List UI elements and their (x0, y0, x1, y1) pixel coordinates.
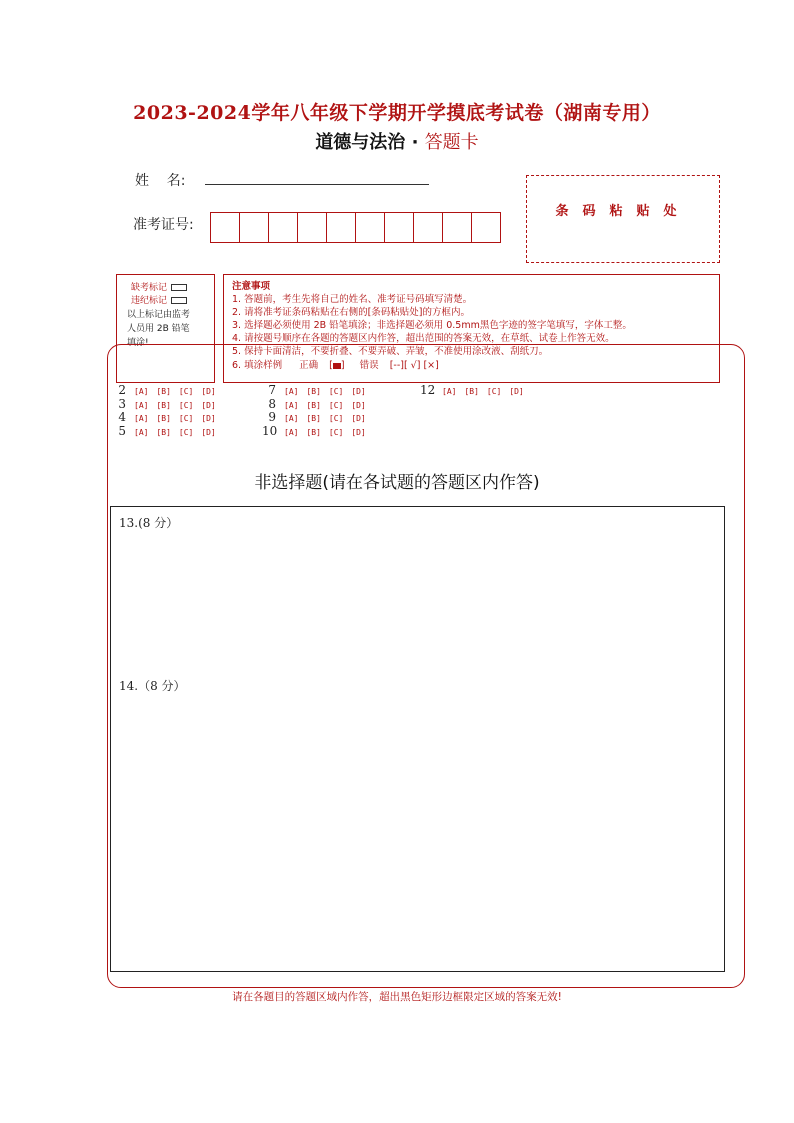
name-label: 姓 名: (135, 173, 186, 189)
wrong-label: 错误 (359, 360, 379, 371)
barcode-area (526, 175, 720, 263)
notice-item: 3. 选择题必须使用 2B 铅笔填涂；非选择题必须用 0.5mm黑色字迹的签字笔填写，字体工整。 (232, 320, 632, 331)
choice-option[interactable]: [C] (486, 387, 502, 396)
choice-option[interactable]: [A] (134, 400, 149, 410)
absent-mark-label: 缺考标记 (131, 283, 168, 293)
fill-sample-label: 6. 填涂样例 (232, 360, 283, 371)
exam-subtitle (0, 128, 794, 154)
choice-row (118, 397, 216, 411)
absent-mark (131, 281, 187, 295)
exam-id-digit-box[interactable] (356, 213, 385, 242)
marks-note-1: 以上标记由监考 (127, 310, 191, 320)
exam-id-digit-box[interactable] (385, 213, 414, 242)
choice-option[interactable]: [C] (328, 387, 344, 396)
choice-option[interactable]: [D] (509, 387, 524, 396)
violation-mark-label: 违纪标记 (131, 296, 168, 306)
notice-title: 注意事项 (232, 281, 271, 292)
choice-option[interactable]: [B] (464, 387, 479, 396)
notice-item: 1. 答题前，考生先将自己的姓名、准考证号码填写清楚。 (232, 294, 473, 305)
question-13-label: 13.(8 分） (119, 516, 179, 530)
choice-option[interactable]: [B] (156, 387, 171, 396)
choice-option[interactable]: [D] (351, 427, 366, 437)
choice-option[interactable]: [D] (201, 400, 216, 410)
choice-option[interactable]: [B] (156, 400, 171, 410)
question-number: 2 (118, 383, 126, 397)
choice-option[interactable]: [D] (351, 414, 366, 423)
exam-id-label: 准考证号: (133, 217, 194, 233)
question-number: 3 (118, 396, 126, 411)
exam-id-digit-box[interactable] (211, 213, 240, 242)
choice-option[interactable]: [B] (306, 427, 321, 437)
choice-option[interactable]: [A] (134, 414, 149, 423)
choice-option[interactable]: [C] (178, 427, 194, 437)
choice-row (262, 397, 366, 411)
absent-mark-box[interactable] (171, 284, 187, 291)
subtitle-separator: · (405, 132, 425, 153)
question-number: 10 (262, 423, 278, 438)
notice-item: 2. 请将准考证条码粘贴在右侧的[条码粘贴处]的方框内。 (232, 307, 470, 318)
section-title: 非选择题(请在各试题的答题区内作答) (254, 473, 540, 493)
choice-option[interactable]: [D] (351, 387, 366, 396)
correct-sample: [ ] (329, 360, 345, 371)
question-number: 5 (118, 423, 126, 438)
choice-row (262, 383, 366, 397)
answer-box[interactable] (110, 506, 725, 972)
choice-option[interactable]: [C] (178, 387, 194, 396)
choice-option[interactable]: [A] (284, 414, 299, 423)
choice-option[interactable]: [A] (284, 387, 299, 396)
choice-option[interactable]: [A] (284, 400, 299, 410)
footer-note: 请在各题目的答题区域内作答，超出黑色矩形边框限定区域的答案无效! (232, 991, 562, 1003)
choice-option[interactable]: [B] (306, 400, 321, 410)
question-number: 7 (268, 383, 276, 397)
exam-title: 2023-2024学年八年级下学期开学摸底考试卷（湖南专用） (133, 102, 661, 124)
question-number: 4 (118, 410, 126, 424)
violation-mark (131, 294, 187, 308)
exam-id-digit-box[interactable] (472, 213, 500, 242)
choice-option[interactable]: [D] (201, 387, 216, 396)
choice-option[interactable]: [C] (328, 400, 344, 410)
marks-note-3: 填涂! (127, 338, 149, 348)
violation-mark-box[interactable] (171, 297, 187, 304)
choice-row (262, 424, 366, 438)
choice-option[interactable]: [B] (156, 414, 171, 423)
choice-option[interactable]: [C] (178, 400, 194, 410)
wrong-samples: [--][ √] [×] (389, 360, 439, 371)
choice-option[interactable]: [D] (201, 427, 216, 437)
choice-row (420, 383, 524, 397)
barcode-label: 条码粘贴处 (555, 204, 691, 219)
marks-note-2: 人员用 2B 铅笔 (127, 324, 190, 334)
choice-option[interactable]: [A] (134, 387, 149, 396)
question-number: 8 (268, 396, 276, 411)
choice-option[interactable]: [B] (156, 427, 171, 437)
choice-option[interactable]: [C] (328, 414, 344, 423)
choice-option[interactable]: [D] (201, 414, 216, 423)
exam-id-boxes[interactable] (210, 212, 501, 243)
choice-option[interactable]: [C] (328, 427, 344, 437)
choice-option[interactable]: [C] (178, 414, 194, 423)
exam-id-digit-box[interactable] (443, 213, 472, 242)
exam-id-digit-box[interactable] (269, 213, 298, 242)
name-field[interactable] (205, 184, 429, 185)
choice-option[interactable]: [A] (284, 427, 299, 437)
choice-option[interactable]: [B] (306, 414, 321, 423)
choice-row (118, 410, 216, 424)
choice-option[interactable]: [B] (306, 387, 321, 396)
answer-card-label: 答题卡 (424, 132, 479, 153)
notice-item: 4. 请按题号顺序在各题的答题区内作答，超出范围的答案无效，在草纸、试卷上作答无效。 (232, 333, 615, 344)
exam-id-digit-box[interactable] (327, 213, 356, 242)
exam-id-digit-box[interactable] (414, 213, 443, 242)
choice-row (118, 424, 216, 438)
subject-name: 道德与法治 (315, 132, 406, 153)
choice-option[interactable]: [A] (134, 427, 149, 437)
question-number: 12 (420, 383, 436, 397)
exam-id-digit-box[interactable] (298, 213, 327, 242)
choice-option[interactable]: [D] (351, 400, 366, 410)
choice-row (262, 410, 366, 424)
choice-row (118, 383, 216, 397)
choice-option[interactable]: [A] (442, 387, 457, 396)
exam-id-digit-box[interactable] (240, 213, 269, 242)
correct-label: 正确 (299, 360, 319, 371)
question-14-label: 14.（8 分） (119, 679, 186, 693)
notice-item: 5. 保持卡面清洁，不要折叠、不要弄破、弄皱，不准使用涂改液、刮纸刀。 (232, 346, 549, 357)
question-number: 9 (268, 410, 276, 424)
